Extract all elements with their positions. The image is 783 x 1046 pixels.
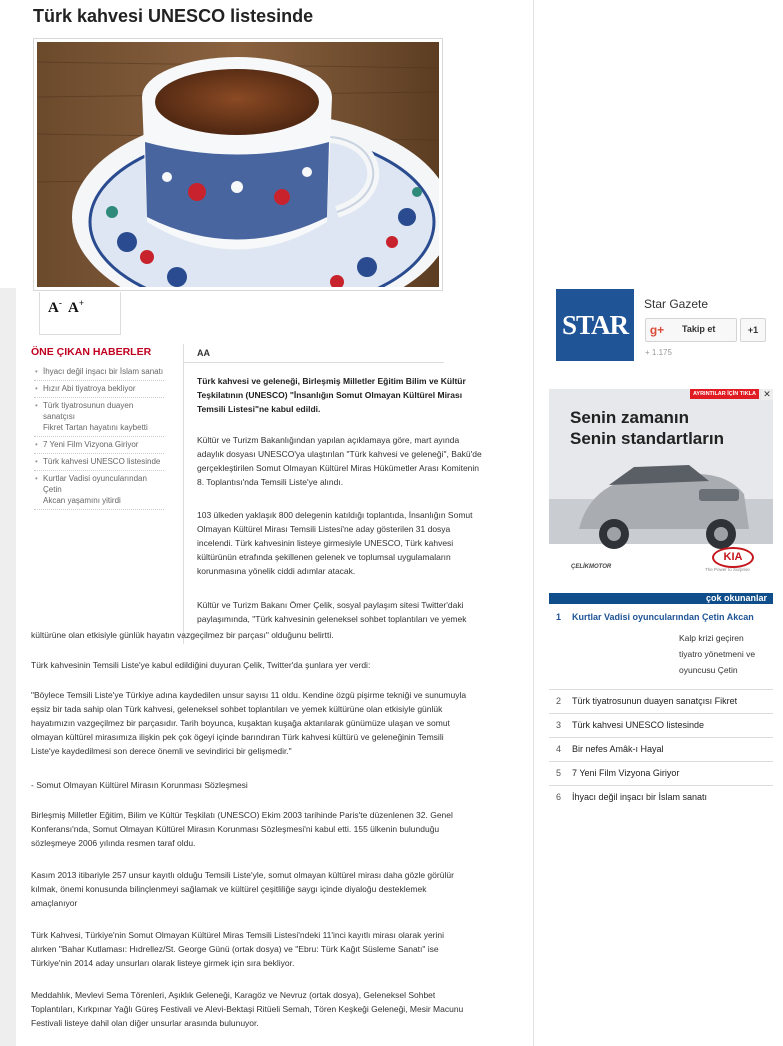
item-description: Kalp krizi geçiren tiyatro yönetmeni ve oyuncusu Çetin — [679, 633, 756, 675]
one-cikan-item-label: Türk tiyatrosunun duayen sanatçısı — [43, 401, 134, 421]
article-line: Toplantıları, Kırkpınar Yağlı Güreş Festivali ve Alevi-Bektaşi Ritüeli Semah, Tören Keşkeği Geleneği, Mesir Macunu — [31, 1004, 464, 1014]
close-icon[interactable]: ✕ — [761, 389, 773, 400]
item-title: Türk tiyatrosunun duayen sanatçısı Fikret — [572, 696, 738, 706]
one-cikan-item-label: İhyacı değil inşacı bir İslam sanatı — [43, 367, 164, 376]
article-line: Teşkilatının (UNESCO) "İnsanlığın Somut Olmayan Kültürel Mirası — [197, 390, 463, 400]
quote-paragraph — [31, 688, 526, 758]
gplus-follow-button[interactable] — [645, 318, 737, 342]
item-rank: 1 — [556, 612, 562, 622]
decrease-font-sign: - — [58, 298, 62, 308]
article-line: Kültür ve Turizm Bakanı Ömer Çelik, sosyal paylaşım sitesi Twitter'daki — [197, 600, 464, 610]
article-paragraph — [197, 598, 517, 626]
article-line: adaylık dosyası UNESCO'ya ulaştırılan "Türk kahvesi ve geleneği", Bakü'de — [197, 449, 482, 459]
article-column-rule — [183, 344, 184, 644]
one-cikan-item[interactable] — [34, 437, 164, 454]
item-rank: 4 — [556, 744, 562, 754]
article-paragraph — [31, 928, 526, 970]
kia-logo: KIA — [712, 547, 754, 568]
cok-okunanlar-item[interactable] — [549, 738, 773, 762]
article-line: kültürüne olan etkisiyle günlük hayatın vazgeçilmez bir parçası" olduğunu belirtti. — [31, 630, 334, 640]
one-cikan-heading: ÖNE ÇIKAN HABERLER — [31, 346, 152, 358]
one-cikan-item[interactable] — [34, 454, 164, 471]
article-line: Türk kahvesi ve geleneği, Birleşmiş Milletler Eğitim Bilim ve Kültür — [197, 376, 466, 386]
article-line: Meddahlık, Mevlevi Sema Törenleri, Aşıklık Geleneği, Karagöz ve Nevruz (ortak dosya), Geleneksel Sohbet — [31, 990, 436, 1000]
article-line: Liste'ye kaydedilmesi son derece önemli ve sevindirici bir gelişmedir." — [31, 746, 292, 756]
one-cikan-item-label: Akcan yaşamını yitirdi — [43, 496, 121, 505]
ad-headline-1: Senin zamanın — [570, 408, 690, 427]
article-line: Kasım 2013 itibariyle 257 unsur kayıtlı olduğu Temsili Liste'yle, somut olmayan kültürel mirası daha gözle görülür — [31, 870, 454, 880]
decrease-font-button[interactable] — [48, 298, 62, 317]
article-line: gerçekleştirilen Somut Olmayan Kültürel Miras Hükümetler Arası Komitenin — [197, 463, 480, 473]
one-cikan-item-label: Kurtlar Vadisi oyuncularından Çetin — [43, 474, 147, 494]
article-paragraph — [31, 988, 526, 1030]
article-line: Olmayan Kültürel Mirası Temsili Listesi'ne aday gösterilen 31 dosya — [197, 524, 451, 534]
plus-one-button[interactable]: +1 — [740, 318, 766, 342]
follower-count: + 1.175 — [645, 348, 672, 357]
cok-okunanlar-item[interactable] — [549, 786, 773, 809]
article-line: olmayan kültürel mirasımıza ilişkin pek çok ögeyi içinde barındıran Türk kahvesi kültürü ve geleneğinin Temsili — [31, 732, 444, 742]
item-title: Bir nefes Amâk-ı Hayal — [572, 744, 664, 754]
ad-tagline: The Power to Surprise — [705, 567, 750, 572]
article-line: Türk Kahvesi, Türkiye'nin Somut Olmayan Kültürel Miras Temsili Listesi'ndeki 11'inci kayıtlı mirası olarak yerini — [31, 930, 445, 940]
article-lead — [197, 374, 517, 416]
article-paragraph — [31, 868, 526, 910]
article-line: kültürünün etrafında şekillenen gelenek ve toplumsal uygulamaların — [197, 552, 451, 562]
article-line: hayatımızın vazgeçilmez bir parçasıdır. Tarih boyunca, kuşaktan kuşağa aktarılarak günümüze ulaşan ve somut — [31, 718, 450, 728]
article-paragraph — [31, 658, 526, 672]
turkish-coffee-cup-image — [37, 42, 439, 287]
article-line: "Böylece Temsili Liste'ye Türkiye adına kaydedilen unsur sayısı 11 oldu. Kendine özgü pişirme tekniği ve sunumuyla — [31, 690, 467, 700]
star-logo[interactable]: STAR — [556, 289, 634, 361]
article-line: 103 ülkeden yaklaşık 800 delegenin katıldığı toplantıda, İnsanlığın Somut — [197, 510, 473, 520]
cok-okunanlar-heading: çok okunanlar — [549, 593, 773, 604]
article-line: Temsili Listesi"ne kabul edildi. — [197, 404, 321, 414]
item-title: Türk kahvesi UNESCO listesinde — [572, 720, 705, 730]
news-source: AA — [197, 348, 210, 358]
article-line: korunmasına yönelik ciddi adımlar atacak. — [197, 566, 356, 576]
star-gazete-name[interactable]: Star Gazete — [644, 297, 709, 311]
left-gutter — [0, 288, 16, 1046]
decrease-font-label: A — [48, 300, 59, 316]
one-cikan-item-label: Hızır Abi tiyatroya bekliyor — [43, 384, 136, 393]
increase-font-button[interactable] — [68, 298, 84, 317]
article-title: Türk kahvesi UNESCO listesinde — [33, 6, 314, 26]
item-rank: 6 — [556, 792, 562, 802]
article-line: incelendi. Türk kahvesinin listeye girmesiyle UNESCO, Türk kahvesi — [197, 538, 454, 548]
one-cikan-item[interactable] — [34, 381, 164, 398]
cok-okunanlar-item[interactable] — [549, 762, 773, 786]
item-title: Kurtlar Vadisi oyuncularından Çetin Akcan — [572, 612, 754, 622]
cok-okunanlar-item[interactable] — [549, 690, 773, 714]
article-line: - Somut Olmayan Kültürel Mirasın Korunması Sözleşmesi — [31, 780, 248, 790]
cok-okunanlar-item[interactable] — [549, 606, 773, 690]
article-paragraph — [31, 808, 526, 850]
item-rank: 2 — [556, 696, 562, 706]
item-title: İhyacı değil inşacı bir İslam sanatı — [572, 792, 708, 802]
article-line: Kültür ve Turizm Bakanlığından yapılan açıklamaya göre, mart ayında — [197, 435, 460, 445]
one-cikan-item-label: Türk kahvesi UNESCO listesinde — [43, 457, 161, 466]
one-cikan-item[interactable] — [34, 398, 164, 437]
article-paragraph — [197, 508, 517, 578]
item-rank: 3 — [556, 720, 562, 730]
article-line: amaçlanıyor — [31, 898, 78, 908]
font-size-controls — [39, 292, 121, 335]
article-line: Birleşmiş Milletler Eğitim, Bilim ve Kültür Teşkilatı (UNESCO) Ekim 2003 tarihinde Paris'te düzenlenen 32. Genel — [31, 810, 453, 820]
article-hero-image — [33, 38, 443, 291]
article-paragraph — [197, 433, 517, 489]
article-line: eşsiz bir tada sahip olan Türk kahvesi, geleneksel sohbet toplantıları ve yemek kültürüne olan etkisiyle günlük — [31, 704, 443, 714]
one-cikan-item-label: 7 Yeni Film Vizyona Giriyor — [43, 440, 139, 449]
item-title: 7 Yeni Film Vizyona Giriyor — [572, 768, 680, 778]
article-line: Festivali listeye dahil olan diğer unsurlar arasında bulunuyor. — [31, 1018, 259, 1028]
one-cikan-list — [34, 364, 164, 510]
kia-advertisement[interactable] — [549, 389, 773, 576]
follow-label: Takip et — [682, 324, 716, 334]
article-paragraph — [31, 628, 521, 642]
increase-font-sign: + — [78, 298, 84, 308]
article-line: alırken "Bahar Kutlaması: Hıdrellez/St. George Günü (ortak dosya) ve "Ebru: Türk Kağıt Süsleme Sanatı" ise — [31, 944, 439, 954]
article-line: Konferansı'nda, Somut Olmayan Kültürel Mirasın Korunması Sözleşmesi'ni kabul etti. 155 ülkenin bulunduğu — [31, 824, 440, 834]
article-subheading — [31, 778, 526, 792]
ad-dealer-logo: ÇELİKMOTOR — [571, 564, 612, 570]
article-line: Türk kahvesinin Temsili Liste'ye kabul edildiğini duyuran Çelik, Twitter'da şunlara yer verdi: — [31, 660, 371, 670]
article-line: sözleşmeye 2006 yılında resmen taraf oldu. — [31, 838, 196, 848]
one-cikan-item[interactable] — [34, 364, 164, 381]
article-line: 8. Toplantısı'nda Temsili Liste'ye alındı. — [197, 477, 344, 487]
source-divider — [184, 362, 444, 363]
item-rank: 5 — [556, 768, 562, 778]
column-divider — [533, 0, 534, 1046]
ad-headline-2: Senin standartların — [570, 429, 724, 448]
google-plus-icon: g+ — [649, 323, 665, 337]
cok-okunanlar-list — [549, 606, 773, 809]
article-line: kılmak, önemi konusunda bilinçlenmeyi sağlamak ve kültürel çeşitliliğe saygı içinde diyaloğu desteklemek — [31, 884, 427, 894]
article-line: Türkiye'nin 2014 aday unsurları olarak listeye girmek için sıra bekliyor. — [31, 958, 295, 968]
cok-okunanlar-item[interactable] — [549, 714, 773, 738]
article-line: paylaşımında, "Türk kahvesinin geleneksel sohbet toplantıları ve yemek — [197, 614, 467, 624]
one-cikan-item-label: Fikret Tartan hayatını kaybetti — [43, 423, 148, 432]
one-cikan-item[interactable] — [34, 471, 164, 510]
ad-details-badge[interactable]: AYRINTILAR İÇİN TIKLA — [690, 389, 759, 399]
increase-font-label: A — [68, 300, 79, 316]
